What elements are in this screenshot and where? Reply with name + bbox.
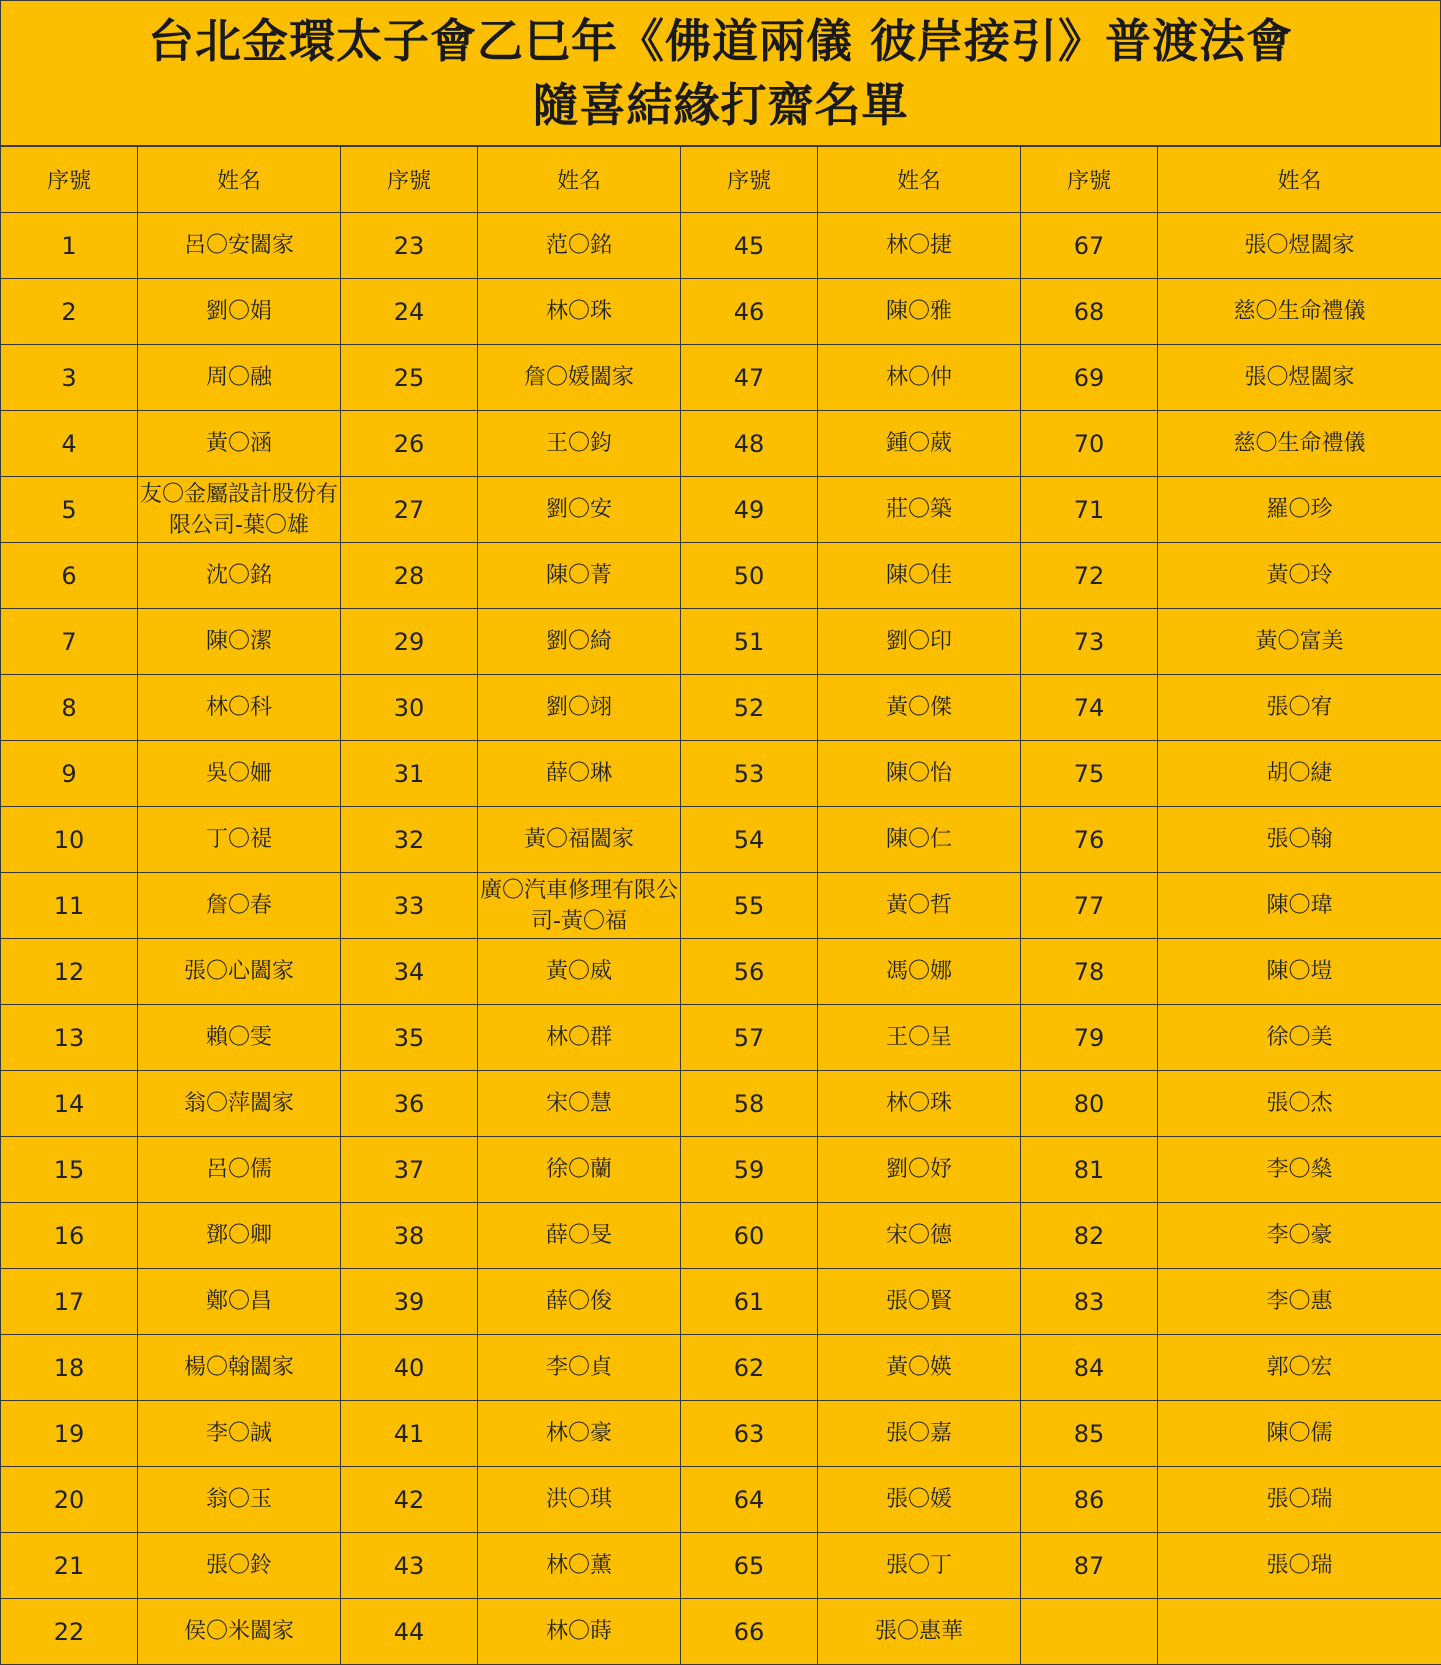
- header-serial-number: 序號: [1, 147, 138, 213]
- donor-name-cell: [818, 1005, 1021, 1071]
- serial-number-cell: 51: [681, 609, 818, 675]
- donor-name-cell: [818, 1071, 1021, 1137]
- table-row: [1, 609, 1441, 675]
- table-row: [1, 1005, 1441, 1071]
- serial-number-cell: 75: [1021, 741, 1158, 807]
- donor-name: 侯〇米闔家: [183, 1619, 294, 1644]
- header-row: [1, 147, 1441, 213]
- serial-number-cell: 70: [1021, 411, 1158, 477]
- donor-name: 林〇珠: [885, 1091, 952, 1116]
- serial-number-cell: 61: [681, 1269, 818, 1335]
- serial-number-cell: 28: [341, 543, 478, 609]
- donor-name: 莊〇築: [885, 497, 952, 522]
- serial-number-cell: 52: [681, 675, 818, 741]
- donor-name-cell: [818, 1137, 1021, 1203]
- donor-name: 詹〇春: [205, 893, 272, 918]
- serial-number-cell: 57: [681, 1005, 818, 1071]
- donor-name-cell: [818, 1203, 1021, 1269]
- serial-number-cell: 58: [681, 1071, 818, 1137]
- header-name: 姓名: [138, 147, 341, 213]
- donor-name: 黃〇傑: [885, 695, 952, 720]
- donor-name-cell: [818, 1335, 1021, 1401]
- serial-number-cell: 5: [1, 477, 138, 543]
- serial-number-cell: 83: [1021, 1269, 1158, 1335]
- serial-number-cell: 29: [341, 609, 478, 675]
- table-row: [1, 1599, 1441, 1665]
- donor-name-cell: [818, 675, 1021, 741]
- serial-number-cell: 81: [1021, 1137, 1158, 1203]
- table-row: [1, 1269, 1441, 1335]
- donor-name: 李〇貞: [545, 1355, 612, 1380]
- donor-name: 張〇翰: [1266, 827, 1333, 852]
- donor-name-cell: [818, 411, 1021, 477]
- donor-name-cell: [1158, 1071, 1441, 1137]
- donor-name: 周〇融: [205, 365, 272, 390]
- donor-name: 廣〇汽車修理有限公司-黃〇福: [479, 877, 678, 934]
- serial-number-cell: 59: [681, 1137, 818, 1203]
- donor-name: 李〇惠: [1266, 1289, 1333, 1314]
- serial-number-cell: 13: [1, 1005, 138, 1071]
- donor-name: 林〇珠: [545, 299, 612, 324]
- table-row: [1, 411, 1441, 477]
- donor-name-cell: [138, 1599, 341, 1665]
- donor-name-cell: [138, 1005, 341, 1071]
- donor-name: 李〇燊: [1266, 1157, 1333, 1182]
- serial-number-cell: 62: [681, 1335, 818, 1401]
- serial-number-cell: 55: [681, 873, 818, 939]
- donor-name: 陳〇菁: [545, 563, 612, 588]
- donor-name: 張〇惠華: [874, 1619, 963, 1644]
- serial-number-cell: 64: [681, 1467, 818, 1533]
- donor-name: 陳〇塏: [1266, 959, 1333, 984]
- serial-number-cell: 85: [1021, 1401, 1158, 1467]
- donor-name: 王〇呈: [885, 1025, 952, 1050]
- donor-name-cell: [1158, 1137, 1441, 1203]
- donor-name-cell: [478, 411, 681, 477]
- donor-name: 黃〇媖: [885, 1355, 952, 1380]
- serial-number-cell: 27: [341, 477, 478, 543]
- donor-name: 薛〇俊: [545, 1289, 612, 1314]
- donor-name: 陳〇雅: [885, 299, 952, 324]
- title-block: [0, 0, 1441, 146]
- donor-name-cell: [138, 1401, 341, 1467]
- table-row: [1, 741, 1441, 807]
- serial-number-cell: 65: [681, 1533, 818, 1599]
- serial-number-cell: 6: [1, 543, 138, 609]
- donor-name: 徐〇蘭: [545, 1157, 612, 1182]
- donor-name: 張〇煜闔家: [1244, 365, 1355, 390]
- donor-name-cell: [818, 1533, 1021, 1599]
- donor-name-cell: [478, 1599, 681, 1665]
- serial-number-cell: 42: [341, 1467, 478, 1533]
- donor-name-cell: [1158, 1401, 1441, 1467]
- table-row: [1, 213, 1441, 279]
- donor-name-cell: [1158, 345, 1441, 411]
- serial-number-cell: 30: [341, 675, 478, 741]
- donor-name-cell: [1158, 741, 1441, 807]
- donor-name: 劉〇印: [885, 629, 952, 654]
- donor-name-cell: [138, 1137, 341, 1203]
- donor-name-cell: [818, 741, 1021, 807]
- donor-name-cell: [478, 279, 681, 345]
- serial-number-cell: 21: [1, 1533, 138, 1599]
- donor-name: 林〇群: [545, 1025, 612, 1050]
- donor-name: 詹〇媛闔家: [523, 365, 634, 390]
- donor-name: 賴〇雯: [205, 1025, 272, 1050]
- donor-name: 劉〇安: [545, 497, 612, 522]
- table-row: [1, 1533, 1441, 1599]
- donor-name: 李〇豪: [1266, 1223, 1333, 1248]
- donor-name: 張〇宥: [1266, 695, 1333, 720]
- serial-number-cell: 47: [681, 345, 818, 411]
- donor-name: 林〇捷: [885, 233, 952, 258]
- table-row: [1, 279, 1441, 345]
- donor-name-cell: [138, 213, 341, 279]
- donor-name-cell: [138, 345, 341, 411]
- donor-name: 陳〇佳: [885, 563, 952, 588]
- donor-name-cell: [478, 1071, 681, 1137]
- donor-name-cell: [818, 1401, 1021, 1467]
- donor-name: 薛〇旻: [545, 1223, 612, 1248]
- donor-name: 黃〇玲: [1266, 563, 1333, 588]
- serial-number-cell: 15: [1, 1137, 138, 1203]
- serial-number-cell: 54: [681, 807, 818, 873]
- donor-name: 范〇銘: [545, 233, 612, 258]
- serial-number-cell: 87: [1021, 1533, 1158, 1599]
- serial-number-cell: 74: [1021, 675, 1158, 741]
- serial-number-cell: 7: [1, 609, 138, 675]
- donor-name-cell: [818, 477, 1021, 543]
- donor-name: 林〇蒔: [545, 1619, 612, 1644]
- table-row: [1, 807, 1441, 873]
- table-row: [1, 1071, 1441, 1137]
- serial-number-cell: 46: [681, 279, 818, 345]
- serial-number-cell: 12: [1, 939, 138, 1005]
- donor-name-cell: [138, 939, 341, 1005]
- serial-number-cell: 50: [681, 543, 818, 609]
- donor-name: 呂〇儒: [205, 1157, 272, 1182]
- donor-name-cell: [478, 1533, 681, 1599]
- donor-name: 鄧〇卿: [205, 1223, 272, 1248]
- table-row: [1, 1203, 1441, 1269]
- donor-name: 郭〇宏: [1266, 1355, 1333, 1380]
- donor-name: 鍾〇葳: [885, 431, 952, 456]
- donor-name-cell: [478, 1005, 681, 1071]
- donor-name-cell: [1158, 279, 1441, 345]
- serial-number-cell: 84: [1021, 1335, 1158, 1401]
- donor-name: 劉〇妤: [885, 1157, 952, 1182]
- donor-name: 張〇賢: [885, 1289, 952, 1314]
- donor-name-cell: [478, 1269, 681, 1335]
- donor-name-cell: [138, 1071, 341, 1137]
- serial-number-cell: 43: [341, 1533, 478, 1599]
- donor-name-cell: [138, 543, 341, 609]
- serial-number-cell: 67: [1021, 213, 1158, 279]
- donor-name-cell: [1158, 1599, 1441, 1665]
- donor-name-cell: [138, 1203, 341, 1269]
- serial-number-cell: 73: [1021, 609, 1158, 675]
- donor-name: 薛〇琳: [545, 761, 612, 786]
- donor-name: 劉〇翊: [545, 695, 612, 720]
- serial-number-cell: 41: [341, 1401, 478, 1467]
- serial-number-cell: 48: [681, 411, 818, 477]
- donor-name-cell: [818, 1467, 1021, 1533]
- donor-name-cell: [138, 1467, 341, 1533]
- donor-name: 陳〇怡: [885, 761, 952, 786]
- serial-number-cell: [1021, 1599, 1158, 1665]
- donor-name: 張〇媛: [885, 1487, 952, 1512]
- donor-name: 林〇薰: [545, 1553, 612, 1578]
- serial-number-cell: 45: [681, 213, 818, 279]
- donor-name: 張〇嘉: [885, 1421, 952, 1446]
- serial-number-cell: 79: [1021, 1005, 1158, 1071]
- serial-number-cell: 40: [341, 1335, 478, 1401]
- donor-name-cell: [138, 1269, 341, 1335]
- table-row: [1, 477, 1441, 543]
- serial-number-cell: 3: [1, 345, 138, 411]
- donor-name: 陳〇潔: [205, 629, 272, 654]
- header-serial-number: 序號: [681, 147, 818, 213]
- donor-name: 慈〇生命禮儀: [1233, 431, 1366, 456]
- donor-name-cell: [1158, 1005, 1441, 1071]
- serial-number-cell: 72: [1021, 543, 1158, 609]
- table-row: [1, 1467, 1441, 1533]
- table-row: [1, 939, 1441, 1005]
- donor-name-cell: [1158, 873, 1441, 939]
- serial-number-cell: 82: [1021, 1203, 1158, 1269]
- donor-name-cell: [1158, 1269, 1441, 1335]
- donor-name-cell: [1158, 1335, 1441, 1401]
- serial-number-cell: 4: [1, 411, 138, 477]
- donor-name: 陳〇瑋: [1266, 893, 1333, 918]
- header-name: 姓名: [1158, 147, 1441, 213]
- serial-number-cell: 36: [341, 1071, 478, 1137]
- serial-number-cell: 71: [1021, 477, 1158, 543]
- serial-number-cell: 1: [1, 213, 138, 279]
- donor-name: 丁〇禔: [205, 827, 272, 852]
- donor-name: 徐〇美: [1266, 1025, 1333, 1050]
- donor-name: 黃〇哲: [885, 893, 952, 918]
- donor-name-cell: [138, 411, 341, 477]
- donor-name: 劉〇綺: [545, 629, 612, 654]
- donor-name-cell: [818, 807, 1021, 873]
- serial-number-cell: 23: [341, 213, 478, 279]
- table-row: [1, 1401, 1441, 1467]
- donor-name: 林〇科: [205, 695, 272, 720]
- donor-name: 陳〇仁: [885, 827, 952, 852]
- serial-number-cell: 78: [1021, 939, 1158, 1005]
- table-row: [1, 1335, 1441, 1401]
- donor-name: 羅〇珍: [1266, 497, 1333, 522]
- donor-name: 劉〇娟: [205, 299, 272, 324]
- serial-number-cell: 35: [341, 1005, 478, 1071]
- title-line-2: 隨喜結緣打齋名單: [532, 78, 909, 132]
- serial-number-cell: 77: [1021, 873, 1158, 939]
- serial-number-cell: 63: [681, 1401, 818, 1467]
- donor-name-cell: [138, 675, 341, 741]
- serial-number-cell: 19: [1, 1401, 138, 1467]
- donor-name-cell: [1158, 807, 1441, 873]
- donor-name: 張〇杰: [1266, 1091, 1333, 1116]
- donor-name-cell: [1158, 411, 1441, 477]
- serial-number-cell: 60: [681, 1203, 818, 1269]
- table-row: [1, 675, 1441, 741]
- donor-name: 張〇丁: [885, 1553, 952, 1578]
- serial-number-cell: 25: [341, 345, 478, 411]
- donor-name-cell: [138, 477, 341, 543]
- donor-name-cell: [818, 213, 1021, 279]
- donor-name-cell: [478, 213, 681, 279]
- serial-number-cell: 9: [1, 741, 138, 807]
- serial-number-cell: 33: [341, 873, 478, 939]
- donor-name-cell: [138, 807, 341, 873]
- donor-name-cell: [478, 609, 681, 675]
- table-body: [1, 213, 1441, 1665]
- serial-number-cell: 37: [341, 1137, 478, 1203]
- donor-name-cell: [818, 873, 1021, 939]
- donor-name: 王〇鈞: [545, 431, 612, 456]
- donor-name-cell: [478, 1401, 681, 1467]
- donor-name-cell: [1158, 1533, 1441, 1599]
- donor-name: 胡〇緁: [1266, 761, 1333, 786]
- donor-name-cell: [138, 1335, 341, 1401]
- donor-name: 友〇金屬設計股份有限公司-葉〇雄: [139, 481, 338, 538]
- serial-number-cell: 38: [341, 1203, 478, 1269]
- serial-number-cell: 11: [1, 873, 138, 939]
- serial-number-cell: 66: [681, 1599, 818, 1665]
- donor-name: 張〇瑞: [1266, 1553, 1333, 1578]
- serial-number-cell: 17: [1, 1269, 138, 1335]
- serial-number-cell: 31: [341, 741, 478, 807]
- donor-name-cell: [478, 807, 681, 873]
- donor-name-cell: [478, 1203, 681, 1269]
- donor-name: 楊〇翰闔家: [183, 1355, 294, 1380]
- serial-number-cell: 53: [681, 741, 818, 807]
- serial-number-cell: 49: [681, 477, 818, 543]
- donor-name-cell: [478, 543, 681, 609]
- donor-name-cell: [1158, 1467, 1441, 1533]
- donor-name: 黃〇威: [545, 959, 612, 984]
- donor-name-cell: [478, 345, 681, 411]
- donor-name-cell: [478, 741, 681, 807]
- donor-name: 林〇仲: [885, 365, 952, 390]
- serial-number-cell: 69: [1021, 345, 1158, 411]
- donor-name-cell: [818, 1269, 1021, 1335]
- donor-name-cell: [1158, 609, 1441, 675]
- donor-name: 宋〇慧: [545, 1091, 612, 1116]
- serial-number-cell: 76: [1021, 807, 1158, 873]
- donor-name-cell: [478, 1137, 681, 1203]
- serial-number-cell: 44: [341, 1599, 478, 1665]
- donor-name-cell: [1158, 213, 1441, 279]
- donor-name-cell: [818, 1599, 1021, 1665]
- serial-number-cell: 14: [1, 1071, 138, 1137]
- serial-number-cell: 18: [1, 1335, 138, 1401]
- donor-name-cell: [818, 939, 1021, 1005]
- table-row: [1, 543, 1441, 609]
- donor-name-cell: [138, 609, 341, 675]
- donor-name: 鄭〇昌: [205, 1289, 272, 1314]
- serial-number-cell: 20: [1, 1467, 138, 1533]
- donor-name-cell: [138, 741, 341, 807]
- donor-name: 黃〇福闔家: [523, 827, 634, 852]
- donor-name: 宋〇德: [885, 1223, 952, 1248]
- serial-number-cell: 68: [1021, 279, 1158, 345]
- donor-name: 黃〇涵: [205, 431, 272, 456]
- donor-name-cell: [818, 609, 1021, 675]
- serial-number-cell: 39: [341, 1269, 478, 1335]
- donor-name-cell: [1158, 675, 1441, 741]
- donor-name-cell: [478, 939, 681, 1005]
- donor-name-cell: [1158, 543, 1441, 609]
- donor-name: 呂〇安闔家: [183, 233, 294, 258]
- serial-number-cell: 22: [1, 1599, 138, 1665]
- serial-number-cell: 16: [1, 1203, 138, 1269]
- donor-name: 張〇瑞: [1266, 1487, 1333, 1512]
- donor-name: 李〇誠: [205, 1421, 272, 1446]
- donor-name-cell: [138, 279, 341, 345]
- serial-number-cell: 32: [341, 807, 478, 873]
- table-row: [1, 345, 1441, 411]
- donor-name-cell: [478, 873, 681, 939]
- donor-name: 張〇心闔家: [183, 959, 294, 984]
- donor-name: 陳〇儒: [1266, 1421, 1333, 1446]
- donor-name: 翁〇玉: [205, 1487, 272, 1512]
- donor-table: [0, 146, 1441, 1665]
- donor-name: 張〇鈴: [205, 1553, 272, 1578]
- serial-number-cell: 34: [341, 939, 478, 1005]
- serial-number-cell: 2: [1, 279, 138, 345]
- donor-name-cell: [478, 675, 681, 741]
- header-serial-number: 序號: [341, 147, 478, 213]
- donor-name: 張〇煜闔家: [1244, 233, 1355, 258]
- table-row: [1, 873, 1441, 939]
- serial-number-cell: 24: [341, 279, 478, 345]
- serial-number-cell: 8: [1, 675, 138, 741]
- donor-name: 黃〇富美: [1255, 629, 1344, 654]
- table-row: [1, 1137, 1441, 1203]
- donor-name-cell: [138, 873, 341, 939]
- donor-name: 林〇豪: [545, 1421, 612, 1446]
- donor-name-cell: [818, 543, 1021, 609]
- donor-name-cell: [478, 477, 681, 543]
- serial-number-cell: 10: [1, 807, 138, 873]
- donor-name: 洪〇琪: [545, 1487, 612, 1512]
- title-line-1: 台北金環太子會乙巳年《佛道兩儀 彼岸接引》普渡法會: [147, 14, 1293, 68]
- serial-number-cell: 86: [1021, 1467, 1158, 1533]
- donor-name-cell: [1158, 1203, 1441, 1269]
- serial-number-cell: 80: [1021, 1071, 1158, 1137]
- header-name: 姓名: [818, 147, 1021, 213]
- header-serial-number: 序號: [1021, 147, 1158, 213]
- serial-number-cell: 26: [341, 411, 478, 477]
- donor-name: 慈〇生命禮儀: [1233, 299, 1366, 324]
- donor-name: 吳〇姍: [205, 761, 272, 786]
- donor-name: 馮〇娜: [885, 959, 952, 984]
- donor-name-cell: [138, 1533, 341, 1599]
- donor-name-cell: [1158, 939, 1441, 1005]
- serial-number-cell: 56: [681, 939, 818, 1005]
- donor-name-cell: [818, 345, 1021, 411]
- donor-name-cell: [818, 279, 1021, 345]
- donor-name-cell: [478, 1335, 681, 1401]
- donor-name-cell: [478, 1467, 681, 1533]
- donor-name: 翁〇萍闔家: [183, 1091, 294, 1116]
- donor-name: 沈〇銘: [205, 563, 272, 588]
- header-name: 姓名: [478, 147, 681, 213]
- donor-name-cell: [1158, 477, 1441, 543]
